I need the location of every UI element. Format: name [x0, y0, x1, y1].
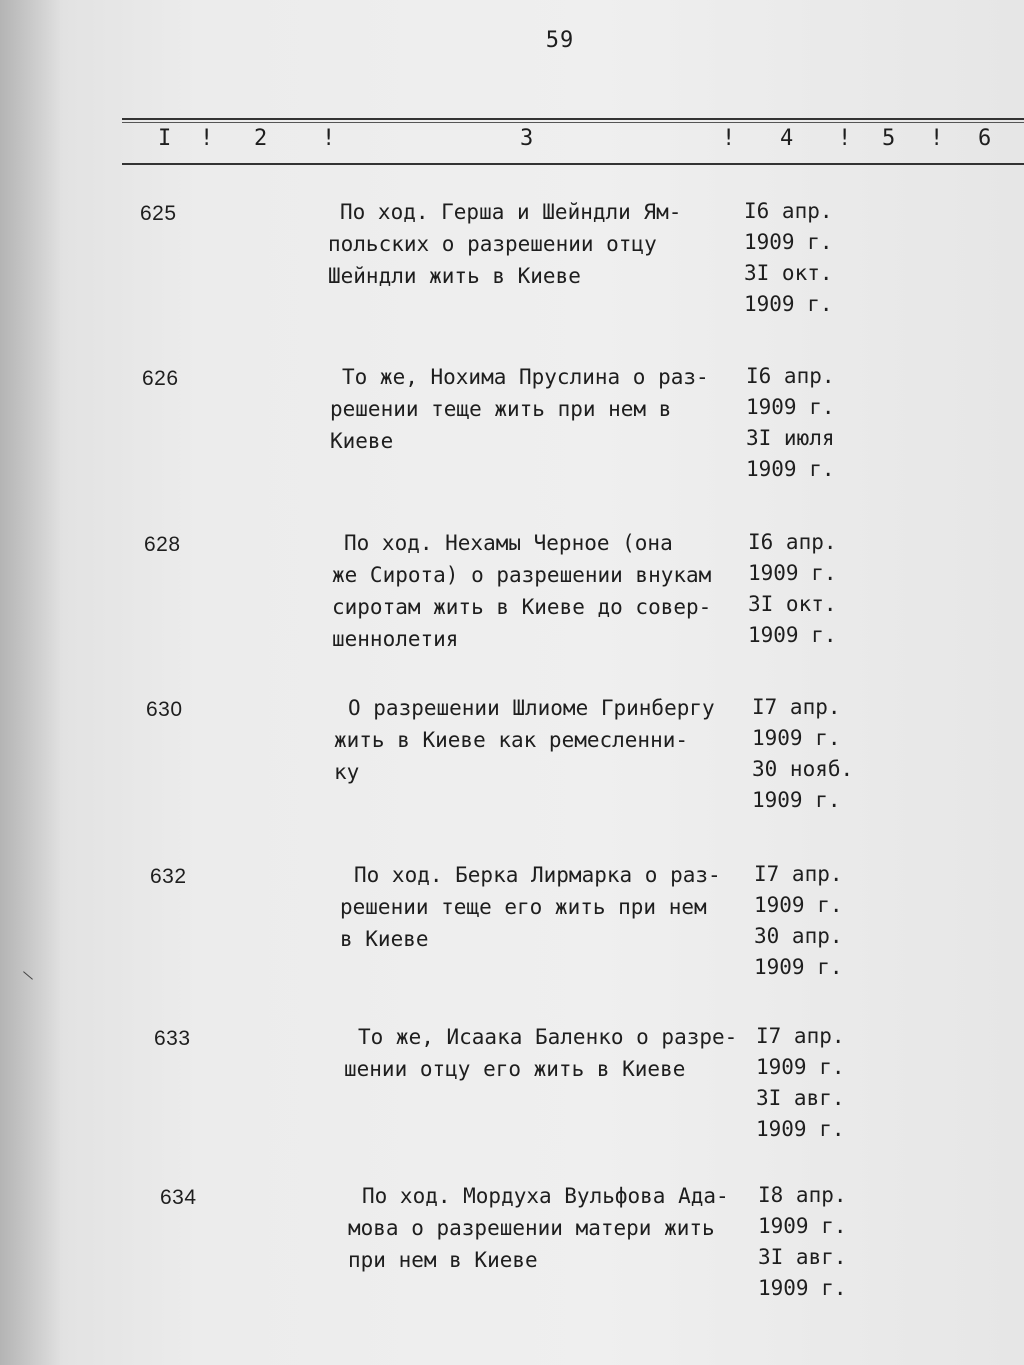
entry-number: 630: [146, 698, 183, 721]
entry-description: [348, 1180, 768, 1276]
column-header-2: 2: [254, 126, 268, 151]
description-line: По ход. Мордуха Вульфова Ада-: [362, 1184, 729, 1208]
entry-number: 633: [154, 1027, 191, 1050]
description-line: По ход. Берка Лирмарка о раз-: [354, 863, 721, 887]
entry-number: 626: [142, 367, 179, 390]
date-line: 1909 г.: [752, 788, 841, 812]
entry-number: 634: [160, 1186, 197, 1209]
date-line: 3I июля: [746, 426, 835, 450]
description-line: решении теще жить при нем в: [330, 397, 672, 421]
date-line: I6 апр.: [746, 364, 835, 388]
entry-description: [344, 1021, 764, 1085]
description-line: жить в Киеве как ремесленни-: [334, 728, 689, 752]
date-line: 1909 г.: [744, 292, 833, 316]
description-line: То же, Нохима Пруслина о раз-: [342, 365, 709, 389]
column-header-5: 5: [882, 126, 896, 151]
entry-dates: [744, 196, 833, 320]
date-line: 3I окт.: [744, 261, 833, 285]
date-line: 1909 г.: [758, 1276, 847, 1300]
date-line: 30 нояб.: [752, 757, 854, 781]
date-line: 30 апр.: [754, 924, 843, 948]
entry-description: [334, 692, 754, 788]
header-rule-bottom: [122, 163, 1024, 165]
date-line: 1909 г.: [756, 1117, 845, 1141]
description-line: О разрешении Шлиоме Гринбергу: [348, 696, 715, 720]
column-header-row: [0, 126, 1024, 156]
description-line: в Киеве: [340, 927, 429, 951]
description-line: Шейндли жить в Киеве: [328, 264, 581, 288]
date-line: 3I окт.: [748, 592, 837, 616]
column-separator: !: [930, 126, 944, 151]
column-header-6: 6: [978, 126, 992, 151]
date-line: I7 апр.: [752, 695, 841, 719]
description-line: мова о разрешении матери жить: [348, 1216, 715, 1240]
header-rule-top: [122, 118, 1024, 120]
entry-number: 628: [144, 533, 181, 556]
column-separator: !: [838, 126, 852, 151]
description-line: шении отцу его жить в Киеве: [344, 1057, 686, 1081]
description-line: при нем в Киеве: [348, 1248, 538, 1272]
column-header-4: 4: [780, 126, 794, 151]
description-line: Киеве: [330, 429, 394, 453]
description-line: польских о разрешении отцу: [328, 232, 657, 256]
description-line: ку: [334, 760, 360, 784]
entry-description: [330, 361, 750, 457]
date-line: I7 апр.: [756, 1024, 845, 1048]
description-line: решении теще его жить при нем: [340, 895, 707, 919]
column-separator: !: [722, 126, 736, 151]
date-line: 1909 г.: [754, 955, 843, 979]
entry-dates: [746, 361, 835, 485]
date-line: 1909 г.: [744, 230, 833, 254]
entry-dates: [756, 1021, 845, 1145]
entry-description: [328, 196, 748, 292]
date-line: I7 апр.: [754, 862, 843, 886]
date-line: I6 апр.: [744, 199, 833, 223]
description-line: По ход. Герша и Шейндли Ям-: [340, 200, 682, 224]
entry-description: [340, 859, 760, 955]
entry-dates: [748, 527, 837, 651]
date-line: 1909 г.: [756, 1055, 845, 1079]
entry-number: 632: [150, 865, 187, 888]
column-header-1: I: [158, 126, 172, 151]
page-binding-shadow: [0, 0, 60, 1365]
entry-dates: [752, 692, 853, 816]
entry-number: 625: [140, 202, 177, 225]
description-line: сиротам жить в Киеве до совер-: [332, 595, 712, 619]
date-line: I8 апр.: [758, 1183, 847, 1207]
date-line: 3I авг.: [758, 1245, 847, 1269]
date-line: 1909 г.: [748, 623, 837, 647]
column-separator: !: [322, 126, 336, 151]
date-line: 1909 г.: [746, 457, 835, 481]
entry-description: [332, 527, 752, 655]
page-number: 59: [545, 28, 575, 53]
entry-dates: [758, 1180, 847, 1304]
description-line: шеннолетия: [332, 627, 459, 651]
date-line: 1909 г.: [748, 561, 837, 585]
date-line: 3I авг.: [756, 1086, 845, 1110]
header-rule-top-thin: [122, 122, 1024, 123]
date-line: I6 апр.: [748, 530, 837, 554]
date-line: 1909 г.: [746, 395, 835, 419]
description-line: же Сирота) о разрешении внукам: [332, 563, 712, 587]
column-header-3: 3: [520, 126, 534, 151]
date-line: 1909 г.: [758, 1214, 847, 1238]
date-line: 1909 г.: [752, 726, 841, 750]
column-separator: !: [200, 126, 214, 151]
entry-dates: [754, 859, 843, 983]
date-line: 1909 г.: [754, 893, 843, 917]
description-line: То же, Исаака Баленко о разре-: [358, 1025, 738, 1049]
description-line: По ход. Нехамы Черное (она: [344, 531, 673, 555]
